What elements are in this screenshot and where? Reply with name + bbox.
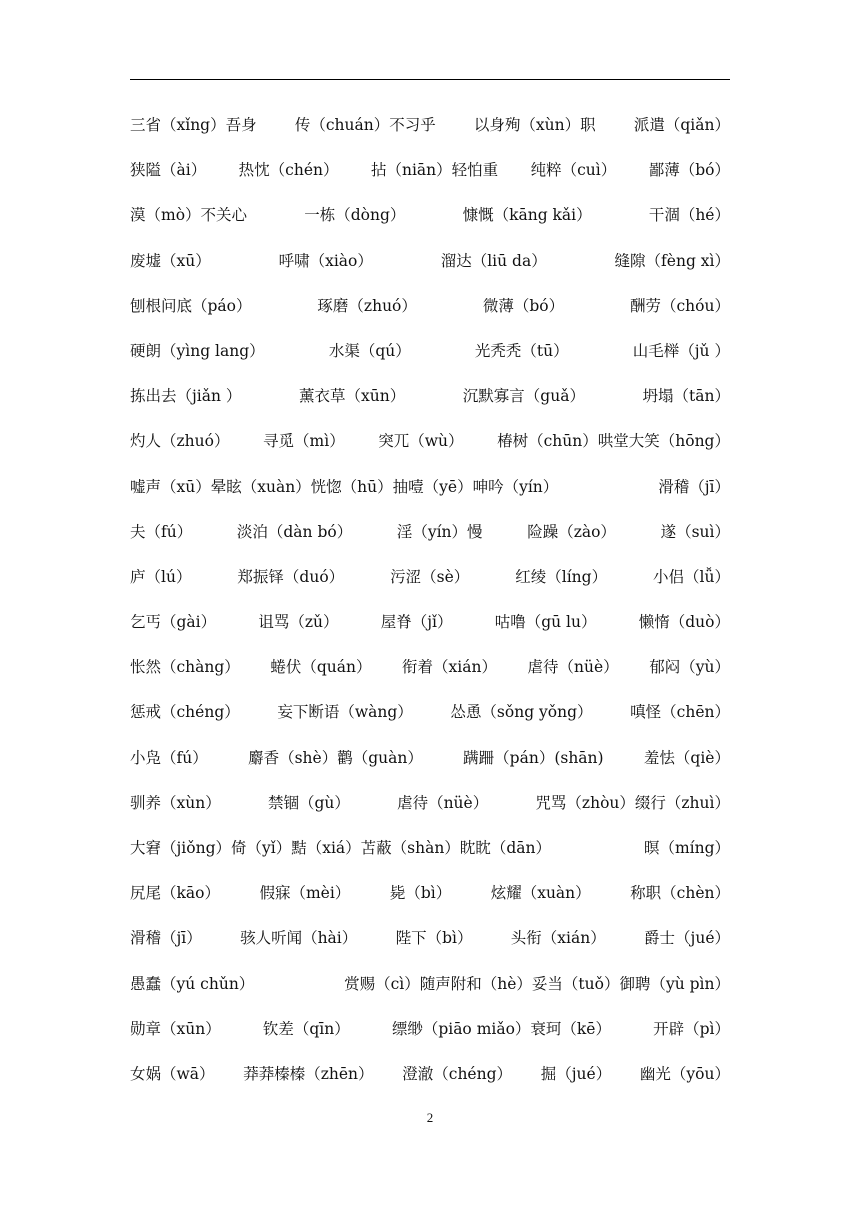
vocabulary-entry: 拣出去（jiǎn ）	[130, 387, 242, 406]
vocabulary-entry: 光秃秃（tū）	[474, 341, 569, 360]
vocabulary-entry: 妄下断语（wàng）	[277, 703, 413, 722]
vocabulary-entry: 灼人（zhuó）	[130, 432, 230, 451]
vocabulary-entry: 污涩（sè）	[390, 567, 470, 586]
vocabulary-entry: 炫耀（xuàn）	[490, 884, 591, 903]
vocabulary-entry: 开辟（pì）	[653, 1019, 730, 1038]
vocabulary-entry: 遂（suì）	[660, 522, 730, 541]
vocabulary-entry: 暝（míng）	[643, 839, 730, 857]
vocabulary-entry: 刨根问底（páo）	[130, 296, 252, 315]
vocabulary-entry: 咒骂（zhòu）缀行（zhuì）	[535, 793, 730, 812]
vocabulary-line	[130, 690, 730, 735]
vocabulary-entry: 赏赐（cì）随声附和（hè）妥当（tuǒ）御聘（yù pìn）	[344, 974, 730, 993]
vocabulary-entry: 山毛榉（jǔ ）	[632, 341, 730, 360]
vocabulary-entry: 纯粹（cuì）	[530, 161, 617, 180]
vocabulary-entry: 鄙薄（bó）	[648, 161, 730, 180]
vocabulary-entry: 一栋（dòng）	[304, 206, 406, 225]
vocabulary-entry: 缝隙（fèng xì）	[614, 251, 730, 270]
vocabulary-entry: 乞丐（gài）	[130, 613, 217, 632]
vocabulary-line	[130, 510, 730, 555]
vocabulary-entry: 大窘（jiǒng）倚（yǐ）黠（xiá）苫蔽（shàn）眈眈（dān）	[130, 839, 551, 857]
vocabulary-entry: 衔着（xián）	[402, 658, 497, 677]
vocabulary-entry: 拈（niān）轻怕重	[370, 161, 499, 180]
vocabulary-entry: 尻尾（kāo）	[130, 884, 220, 903]
vocabulary-line	[130, 916, 730, 961]
vocabulary-entry: 虐待（nüè）	[527, 658, 619, 677]
vocabulary-line	[130, 419, 730, 464]
vocabulary-entry: 漠（mò）不关心	[130, 206, 248, 225]
vocabulary-line	[130, 284, 730, 329]
vocabulary-line	[130, 826, 730, 871]
vocabulary-entry: 狭隘（ài）	[130, 161, 207, 180]
vocabulary-entry: 以身殉（xùn）职	[473, 116, 596, 134]
vocabulary-entry: 险躁（zào）	[527, 522, 616, 541]
vocabulary-line	[130, 148, 730, 193]
vocabulary-entry: 诅骂（zǔ）	[258, 613, 339, 632]
vocabulary-line	[130, 555, 730, 600]
vocabulary-entry: 干涸（hé）	[648, 206, 730, 225]
vocabulary-entry: 嗔怪（chēn）	[630, 703, 730, 722]
vocabulary-entry: 掘（jué）	[540, 1064, 612, 1083]
page-number: 2	[426, 1110, 434, 1125]
vocabulary-line	[130, 600, 730, 645]
vocabulary-entry: 溜达（liū da）	[440, 251, 547, 270]
vocabulary-entry: 怂恿（sǒng yǒng）	[450, 703, 593, 722]
vocabulary-entry: 蹒跚（pán）(shān)	[463, 748, 604, 767]
vocabulary-line	[130, 329, 730, 374]
vocabulary-entry: 澄澈（chéng）	[402, 1064, 513, 1083]
vocabulary-entry: 庐（lú）	[130, 567, 192, 586]
vocabulary-line	[130, 871, 730, 916]
vocabulary-entry: 硬朗（yìng lang）	[130, 341, 265, 360]
vocabulary-entry: 陛下（bì）	[395, 929, 473, 948]
vocabulary-entry: 派遣（qiǎn）	[633, 116, 730, 134]
vocabulary-line	[130, 239, 730, 284]
vocabulary-list	[130, 103, 730, 1097]
vocabulary-entry: 慷慨（kāng kǎi）	[462, 206, 592, 225]
vocabulary-entry: 骇人听闻（hài）	[240, 929, 358, 948]
vocabulary-entry: 蜷伏（quán）	[270, 658, 372, 677]
vocabulary-entry: 爵士（jué）	[644, 929, 730, 948]
vocabulary-line	[130, 374, 730, 419]
vocabulary-line	[130, 1052, 730, 1097]
vocabulary-entry: 淡泊（dàn bó）	[236, 522, 353, 541]
vocabulary-entry: 钦差（qīn）	[262, 1019, 350, 1038]
vocabulary-entry: 淫（yín）慢	[396, 522, 483, 541]
vocabulary-entry: 懒惰（duò）	[638, 613, 730, 632]
vocabulary-entry: 郑振铎（duó）	[237, 567, 345, 586]
vocabulary-entry: 红绫（líng）	[515, 567, 608, 586]
vocabulary-entry: 虐待（nüè）	[397, 793, 489, 812]
vocabulary-entry: 头衔（xián）	[510, 929, 606, 948]
vocabulary-entry: 缥缈（piāo miǎo）衰珂（kē）	[391, 1019, 611, 1038]
vocabulary-entry: 传（chuán）不习乎	[294, 116, 436, 134]
vocabulary-entry: 水渠（qú）	[328, 341, 411, 360]
vocabulary-entry: 小侣（lǚ）	[653, 567, 730, 586]
vocabulary-entry: 女娲（wā）	[130, 1064, 215, 1083]
vocabulary-entry: 羞怯（qiè）	[643, 748, 730, 767]
vocabulary-entry: 坍塌（tān）	[642, 387, 730, 406]
vocabulary-entry: 琢磨（zhuó）	[317, 296, 417, 315]
vocabulary-entry: 毙（bì）	[389, 884, 452, 903]
vocabulary-entry: 夫（fú）	[130, 522, 193, 541]
vocabulary-entry: 小凫（fú）	[130, 748, 208, 767]
vocabulary-entry: 驯养（xùn）	[130, 793, 221, 812]
vocabulary-entry: 寻觅（mì）	[263, 432, 345, 451]
vocabulary-entry: 滑稽（jī）	[130, 929, 202, 948]
vocabulary-line	[130, 1007, 730, 1052]
vocabulary-line	[130, 645, 730, 690]
vocabulary-entry: 麝香（shè）鹳（guàn）	[248, 748, 423, 767]
vocabulary-entry: 怅然（chàng）	[130, 658, 240, 677]
vocabulary-entry: 热忱（chén）	[238, 161, 339, 180]
vocabulary-entry: 呼啸（xiào）	[278, 251, 373, 270]
header-rule	[130, 79, 730, 80]
vocabulary-entry: 禁锢（gù）	[267, 793, 350, 812]
vocabulary-entry: 咕噜（gū lu）	[494, 613, 597, 632]
vocabulary-line	[130, 103, 730, 148]
vocabulary-entry: 假寐（mèi）	[259, 884, 351, 903]
vocabulary-entry: 三省（xǐng）吾身	[130, 116, 257, 134]
vocabulary-entry: 薰衣草（xūn）	[299, 387, 406, 406]
vocabulary-entry: 酬劳（chóu）	[630, 296, 730, 315]
vocabulary-entry: 称职（chèn）	[630, 884, 730, 903]
vocabulary-entry: 椿树（chūn）哄堂大笑（hōng）	[497, 432, 730, 451]
vocabulary-entry: 嘘声（xū）晕眩（xuàn）恍惚（hū）抽噎（yē）呻吟（yín）	[130, 477, 559, 496]
vocabulary-entry: 幽光（yōu）	[639, 1064, 730, 1083]
vocabulary-entry: 沉默寡言（guǎ）	[462, 387, 585, 406]
vocabulary-entry: 微薄（bó）	[482, 296, 565, 315]
vocabulary-line	[130, 781, 730, 826]
vocabulary-line	[130, 962, 730, 1007]
vocabulary-entry: 突兀（wù）	[378, 432, 464, 451]
vocabulary-line	[130, 193, 730, 238]
vocabulary-entry: 屋脊（jǐ）	[380, 613, 453, 632]
vocabulary-line	[130, 736, 730, 781]
vocabulary-entry: 郁闷（yù）	[649, 658, 730, 677]
vocabulary-entry: 勋章（xūn）	[130, 1019, 221, 1038]
vocabulary-entry: 愚蠢（yú chǔn）	[130, 974, 255, 993]
vocabulary-entry: 莽莽榛榛（zhēn）	[243, 1064, 374, 1083]
vocabulary-line	[130, 465, 730, 510]
vocabulary-entry: 惩戒（chéng）	[130, 703, 240, 722]
vocabulary-entry: 滑稽（jī）	[658, 477, 730, 496]
vocabulary-entry: 废墟（xū）	[130, 251, 211, 270]
